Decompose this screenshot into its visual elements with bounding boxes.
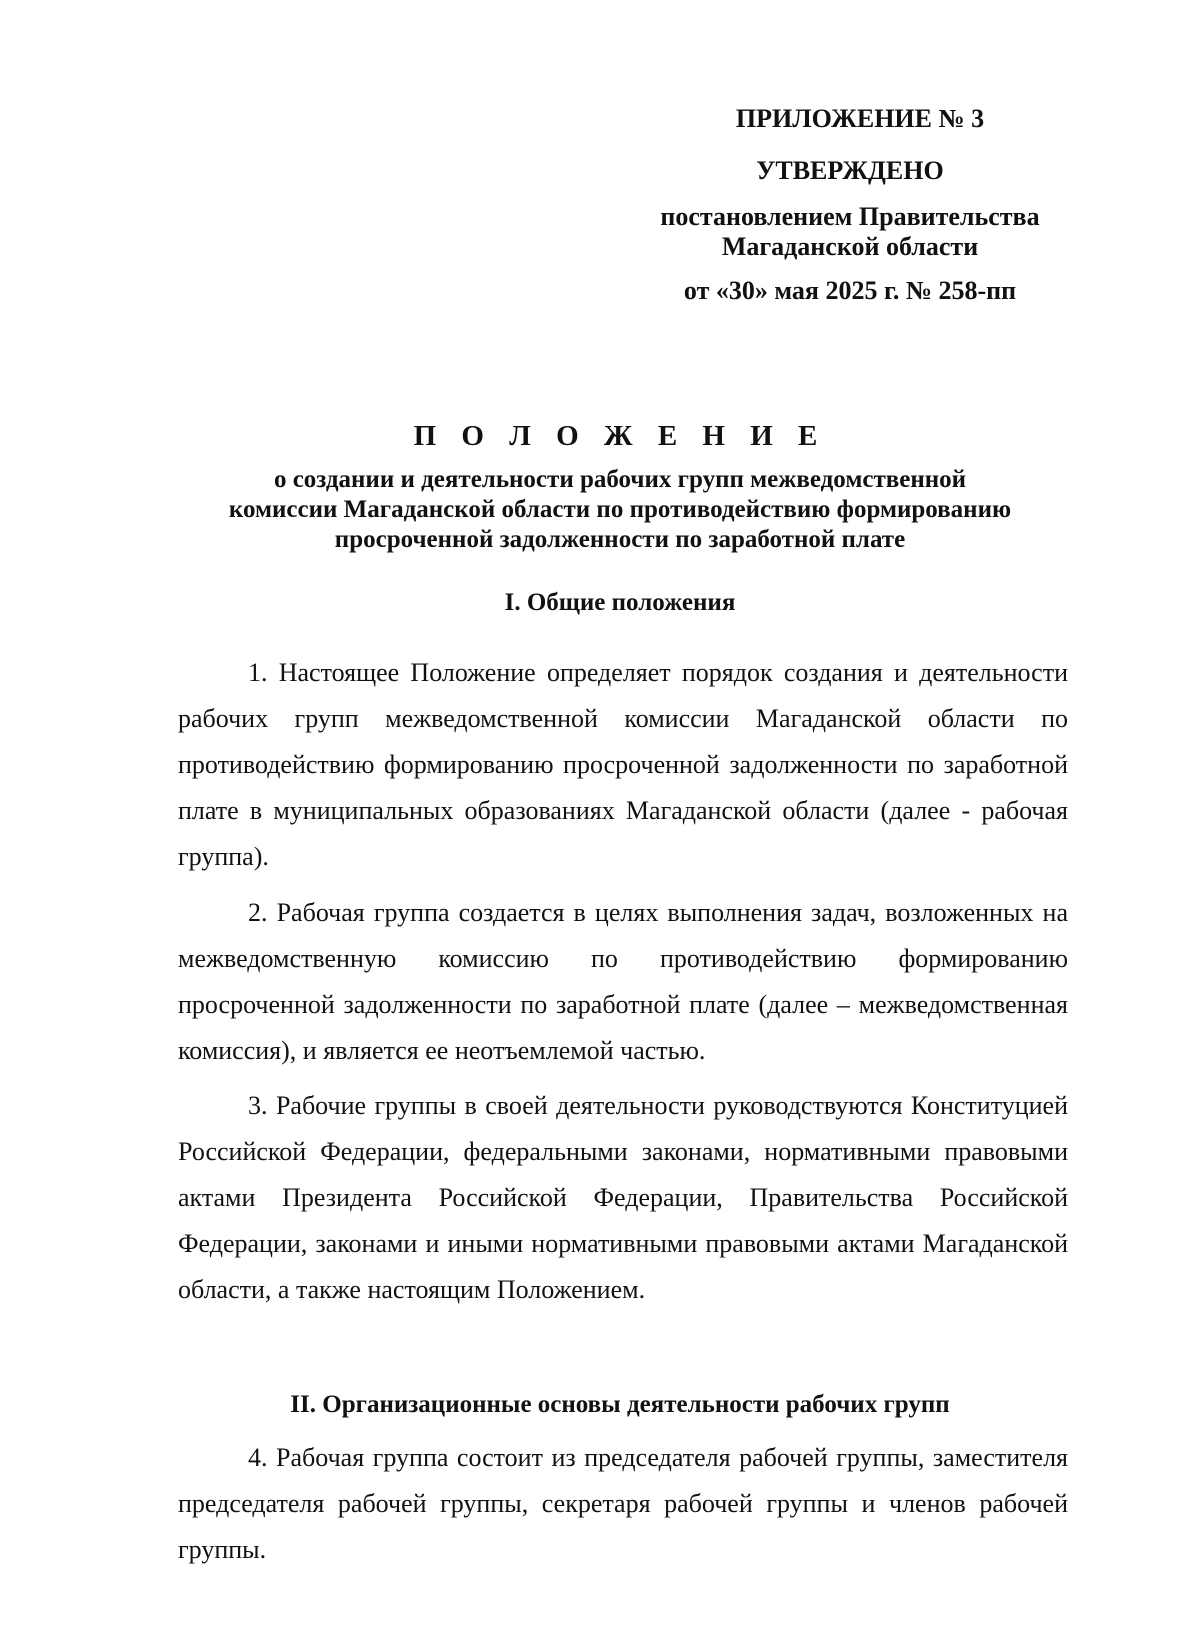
- annex-number: ПРИЛОЖЕНИЕ № 3: [735, 104, 985, 133]
- approved-stamp-text: УТВЕРЖДЕНО: [756, 156, 944, 185]
- approval-date: от «30» мая 2025 г. № 258-пп: [683, 276, 1017, 305]
- subtitle-line-1: о создании и деятельности рабочих групп межведомственной: [273, 466, 967, 493]
- document-subtitle: [170, 465, 1070, 555]
- approved-by-line-2: Магаданской области: [721, 232, 979, 261]
- approval-block: [640, 104, 1060, 306]
- section-heading-general: I. Общие положения: [504, 589, 736, 616]
- paragraph-3: 3. Рабочие группы в своей деятельности руководствуются Конституцией Российской Федерации, федеральными законами, нормативными правовыми актами Президента Российской Федерации, Правительства Российской Федерации, законами и иными нормативными правовыми актами Магаданской области, а также настоящим Положением.: [178, 1091, 1068, 1304]
- approved-by-line-1: постановлением Правительства: [660, 202, 1040, 231]
- subtitle-line-2: комиссии Магаданской области по противодействию формированию: [228, 496, 1012, 523]
- paragraph-1: 1. Настоящее Положение определяет порядок создания и деятельности рабочих групп межведомственной комиссии Магаданской области по противодействию формированию просроченной задолженности по заработной плате в муниципальных образованиях Магаданской области (далее - рабочая группа).: [178, 658, 1068, 871]
- section-heading-organizational: II. Организационные основы деятельности рабочих групп: [290, 1391, 950, 1418]
- subtitle-line-3: просроченной задолженности по заработной плате: [334, 526, 906, 553]
- paragraph-2: 2. Рабочая группа создается в целях выполнения задач, возложенных на межведомственную комиссию по противодействию формированию просроченной задолженности по заработной плате (далее – межведомственная комиссия), и является ее неотъемлемой частью.: [178, 898, 1068, 1065]
- document-title: П О Л О Ж Е Н И Е: [413, 420, 827, 452]
- paragraph-4: 4. Рабочая группа состоит из председателя рабочей группы, заместителя председателя рабочей группы, секретаря рабочей группы и членов рабочей группы.: [178, 1443, 1068, 1564]
